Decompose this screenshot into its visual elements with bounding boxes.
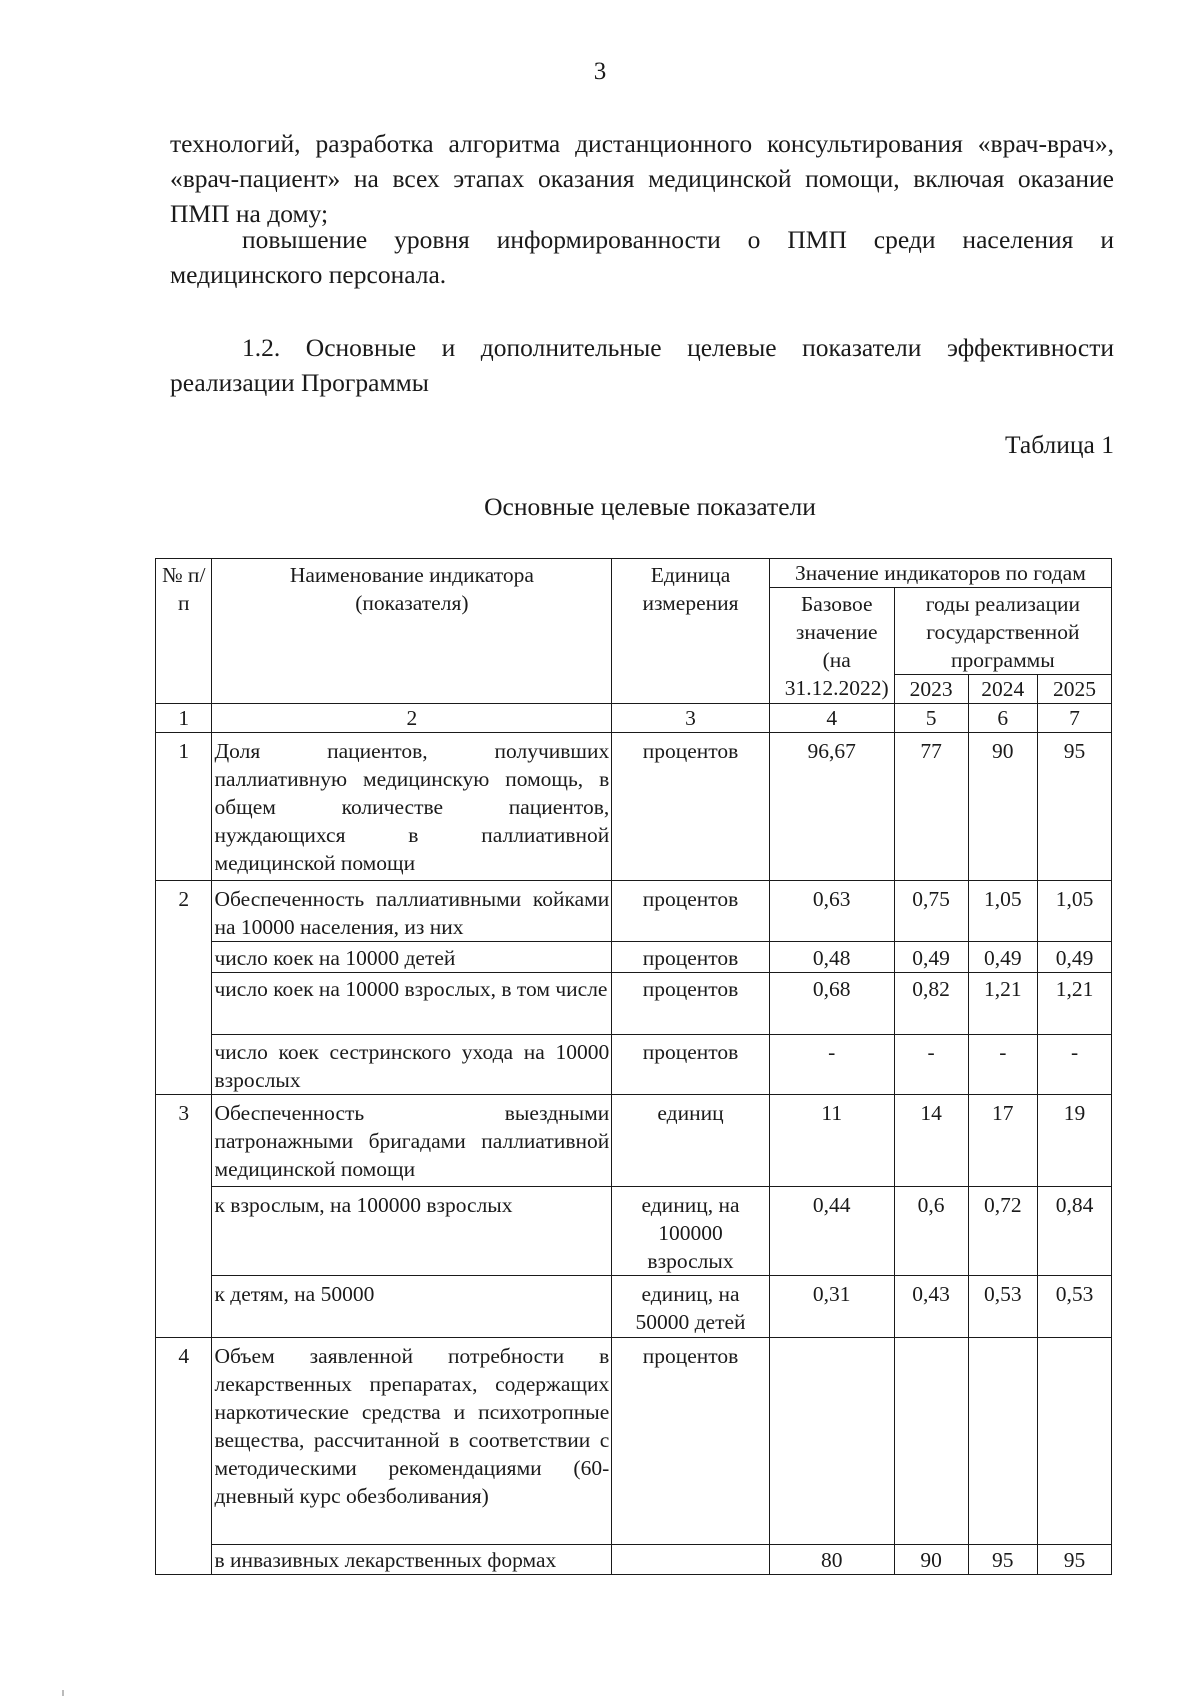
row-2025: 19 (1038, 1095, 1112, 1187)
row-no: 1 (156, 733, 212, 881)
page-number: 3 (593, 58, 607, 85)
row-name: число коек сестринского ухода на 10000 взрослых (212, 1035, 612, 1095)
header-2024: 2024 (968, 675, 1038, 704)
header-2023: 2023 (894, 675, 968, 704)
row-base: 11 (769, 1095, 894, 1187)
row-unit (612, 1545, 770, 1575)
header-values: Значение индикаторов по годам (769, 559, 1111, 588)
row-2024: 95 (968, 1545, 1038, 1575)
row-no: 4 (156, 1338, 212, 1575)
table-title: Основные целевые показатели (484, 492, 816, 521)
table-row (156, 973, 1112, 1035)
row-name: к взрослым, на 100000 взрослых (212, 1187, 612, 1276)
table-row (156, 1035, 1112, 1095)
row-2025: - (1038, 1035, 1112, 1095)
row-2024: 1,21 (968, 973, 1038, 1035)
row-base: 0,44 (769, 1187, 894, 1276)
row-unit: единиц, на 50000 детей (612, 1276, 770, 1338)
row-unit: процентов (612, 881, 770, 942)
table-row (156, 881, 1112, 942)
row-base: 80 (769, 1545, 894, 1575)
header-2025: 2025 (1038, 675, 1112, 704)
row-2024: 90 (968, 733, 1038, 881)
table-label: Таблица 1 (1004, 430, 1114, 459)
row-2025: 1,05 (1038, 881, 1112, 942)
row-name: число коек на 10000 взрослых, в том числе (212, 973, 612, 1035)
table-row (156, 1545, 1112, 1575)
row-base: - (769, 1035, 894, 1095)
col-number: 4 (769, 704, 894, 733)
row-unit: процентов (612, 973, 770, 1035)
row-2025: 0,53 (1038, 1276, 1112, 1338)
header-unit: Единица измерения (612, 559, 770, 704)
row-2023: 0,82 (894, 973, 968, 1035)
row-unit: процентов (612, 1035, 770, 1095)
table-row (156, 1095, 1112, 1187)
row-2024: 0,72 (968, 1187, 1038, 1276)
column-numbers-row (156, 704, 1112, 733)
table-row (156, 1187, 1112, 1276)
row-name: Объем заявленной потребности в лекарственных препаратах, содержащих наркотические средства и психотропные вещества, рассчитанной в соответствии с методическими рекомендациями (60-дневный курс обезболивания) (212, 1338, 612, 1545)
row-base (769, 1338, 894, 1545)
col-number: 2 (212, 704, 612, 733)
row-2024: 0,53 (968, 1276, 1038, 1338)
row-2023: 0,43 (894, 1276, 968, 1338)
paragraph-continuation: технологий, разработка алгоритма дистанционного консультирования «врач-врач», «врач-пациент» на всех этапах оказания медицинской помощи, включая оказание ПМП на дому; (170, 129, 1114, 228)
row-2023: 90 (894, 1545, 968, 1575)
row-2023: - (894, 1035, 968, 1095)
row-2023: 77 (894, 733, 968, 881)
row-2025: 0,84 (1038, 1187, 1112, 1276)
row-base: 0,48 (769, 942, 894, 973)
row-2023: 0,75 (894, 881, 968, 942)
indicators-table (155, 558, 1112, 1575)
section-heading: 1.2. Основные и дополнительные целевые показатели эффективности реализации Программы (170, 333, 1114, 397)
table-row (156, 733, 1112, 881)
row-no: 2 (156, 881, 212, 1095)
row-no: 3 (156, 1095, 212, 1338)
col-number: 5 (894, 704, 968, 733)
row-2025 (1038, 1338, 1112, 1545)
table-row (156, 942, 1112, 973)
row-base: 0,63 (769, 881, 894, 942)
row-2024: 0,49 (968, 942, 1038, 973)
col-number: 7 (1038, 704, 1112, 733)
col-number: 3 (612, 704, 770, 733)
header-no: № п/п (156, 559, 212, 704)
table-row (156, 1338, 1112, 1545)
row-2025: 95 (1038, 1545, 1112, 1575)
row-2024 (968, 1338, 1038, 1545)
row-unit: единиц (612, 1095, 770, 1187)
row-unit: процентов (612, 733, 770, 881)
header-base: Базовое значение (на 31.12.2022) (769, 588, 894, 704)
col-number: 6 (968, 704, 1038, 733)
row-2024: - (968, 1035, 1038, 1095)
table-row (156, 1276, 1112, 1338)
row-unit: единиц, на 100000 взрослых (612, 1187, 770, 1276)
row-name: число коек на 10000 детей (212, 942, 612, 973)
row-base: 0,68 (769, 973, 894, 1035)
row-2025: 0,49 (1038, 942, 1112, 973)
row-unit: процентов (612, 1338, 770, 1545)
row-name: Обеспеченность выездными патронажными бригадами паллиативной медицинской помощи (212, 1095, 612, 1187)
header-name: Наименование индикатора (показателя) (212, 559, 612, 704)
row-2025: 1,21 (1038, 973, 1112, 1035)
row-2023: 0,6 (894, 1187, 968, 1276)
row-2025: 95 (1038, 733, 1112, 881)
row-2023: 14 (894, 1095, 968, 1187)
row-name: Доля пациентов, получивших паллиативную медицинскую помощь, в общем количестве пациентов, нуждающихся в паллиативной медицинской помощи (212, 733, 612, 881)
row-name: в инвазивных лекарственных формах (212, 1545, 612, 1575)
row-2023 (894, 1338, 968, 1545)
row-2024: 1,05 (968, 881, 1038, 942)
row-name: к детям, на 50000 (212, 1276, 612, 1338)
row-name: Обеспеченность паллиативными койками на 10000 населения, из них (212, 881, 612, 942)
row-2023: 0,49 (894, 942, 968, 973)
row-base: 96,67 (769, 733, 894, 881)
row-2024: 17 (968, 1095, 1038, 1187)
scan-mark (62, 1690, 64, 1696)
col-number: 1 (156, 704, 212, 733)
row-unit: процентов (612, 942, 770, 973)
row-base: 0,31 (769, 1276, 894, 1338)
paragraph-awareness: повышение уровня информированности о ПМП среди населения и медицинского персонала. (170, 225, 1114, 289)
header-years-group: годы реализации государственной программы (894, 588, 1111, 675)
